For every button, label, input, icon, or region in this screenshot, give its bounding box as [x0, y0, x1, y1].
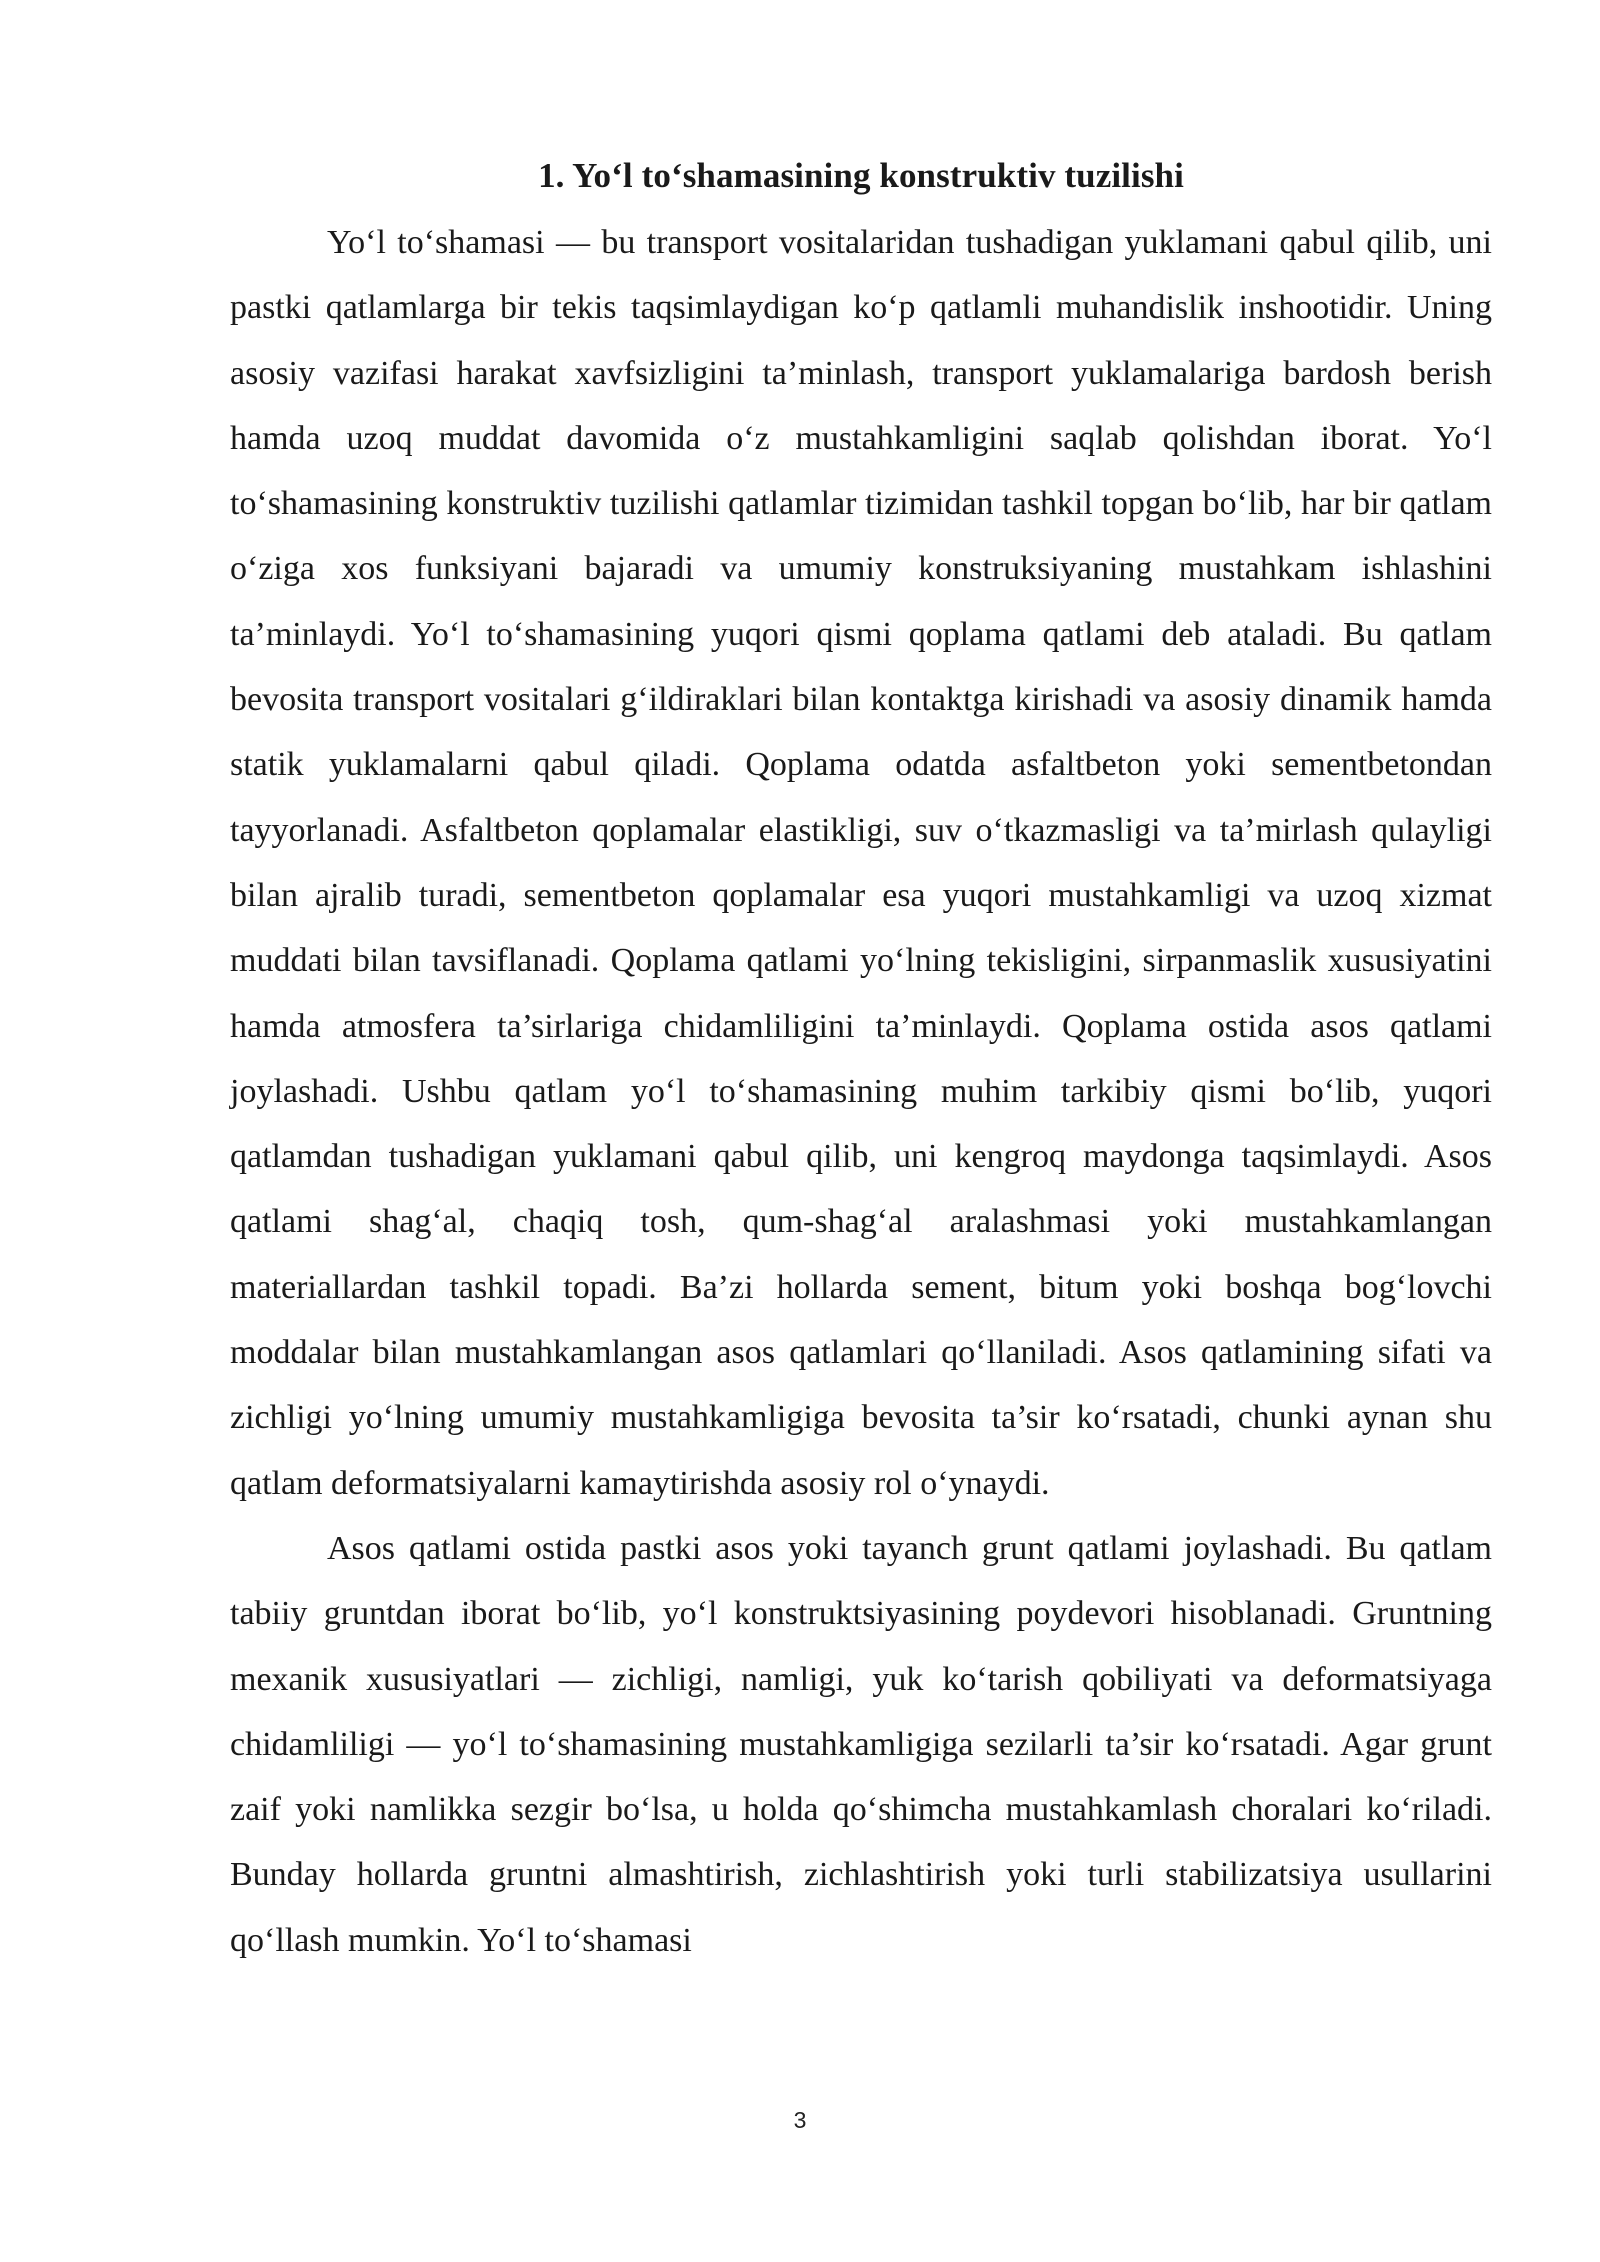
page-content: [230, 152, 1492, 1973]
section-heading: 1. Yo‘l to‘shamasining konstruktiv tuzilishi: [538, 156, 1184, 195]
body-paragraph: Yo‘l to‘shamasi — bu transport vositalaridan tushadigan yuklamani qabul qilib, uni pastki qatlamlarga bir tekis taqsimlaydigan ko‘p qatlamli muhandislik inshootidir. Uning asosiy vazifasi harakat xavfsizligini ta’minlash, transport yuklamalariga bardosh berish hamda uzoq muddat davomida o‘z mustahkamligini saqlab qolishdan iborat. Yo‘l to‘shamasining konstruktiv tuzilishi qatlamlar tizimidan tashkil topgan bo‘lib, har bir qatlam o‘ziga xos funksiyani bajaradi va umumiy konstruksiyaning mustahkam ishlashini ta’minlaydi. Yo‘l to‘shamasining yuqori qismi qoplama qatlami deb ataladi. Bu qatlam bevosita transport vositalari g‘ildiraklari bilan kontaktga kirishadi va asosiy dinamik hamda statik yuklamalarni qabul qiladi. Qoplama odatda asfaltbeton yoki sementbetondan tayyorlanadi. Asfaltbeton qoplamalar elastikligi, suv o‘tkazmasligi va ta’mirlash qulayligi bilan ajralib turadi, sementbeton qoplamalar esa yuqori mustahkamligi va uzoq xizmat muddati bilan tavsiflanadi. Qoplama qatlami yo‘lning tekisligini, sirpanmaslik xususiyatini hamda atmosfera ta’sirlariga chidamliligini ta’minlaydi. Qoplama ostida asos qatlami joylashadi. Ushbu qatlam yo‘l to‘shamasining muhim tarkibiy qismi bo‘lib, yuqori qatlamdan tushadigan yuklamani qabul qilib, uni kengroq maydonga taqsimlaydi. Asos qatlami shag‘al, chaqiq tosh, qum-shag‘al aralashmasi yoki mustahkamlangan materiallardan tashkil topadi. Ba’zi hollarda sement, bitum yoki boshqa bog‘lovchi moddalar bilan mustahkamlangan asos qatlamlari qo‘llaniladi. Asos qatlamining sifati va zichligi yo‘lning umumiy mustahkamligiga bevosita ta’sir ko‘rsatadi, chunki aynan shu qatlam deformatsiyalarni kamaytirishda asosiy rol o‘ynaydi.: [230, 224, 1492, 1502]
page-number: 3: [793, 2107, 807, 2133]
body-paragraph: Asos qatlami ostida pastki asos yoki tayanch grunt qatlami joylashadi. Bu qatlam tabiiy gruntdan iborat bo‘lib, yo‘l konstruktsiyasining poydevori hisoblanadi. Gruntning mexanik xususiyatlari — zichligi, namligi, yuk ko‘tarish qobiliyati va deformatsiyaga chidamliligi — yo‘l to‘shamasining mustahkamligiga sezilarli ta’sir ko‘rsatadi. Agar grunt zaif yoki namlikka sezgir bo‘lsa, u holda qo‘shimcha mustahkamlash choralari ko‘riladi. Bunday hollarda gruntni almashtirish, zichlashtirish yoki turli stabilizatsiya usullarini qo‘llash mumkin. Yo‘l to‘shamasi: [230, 1529, 1492, 1959]
